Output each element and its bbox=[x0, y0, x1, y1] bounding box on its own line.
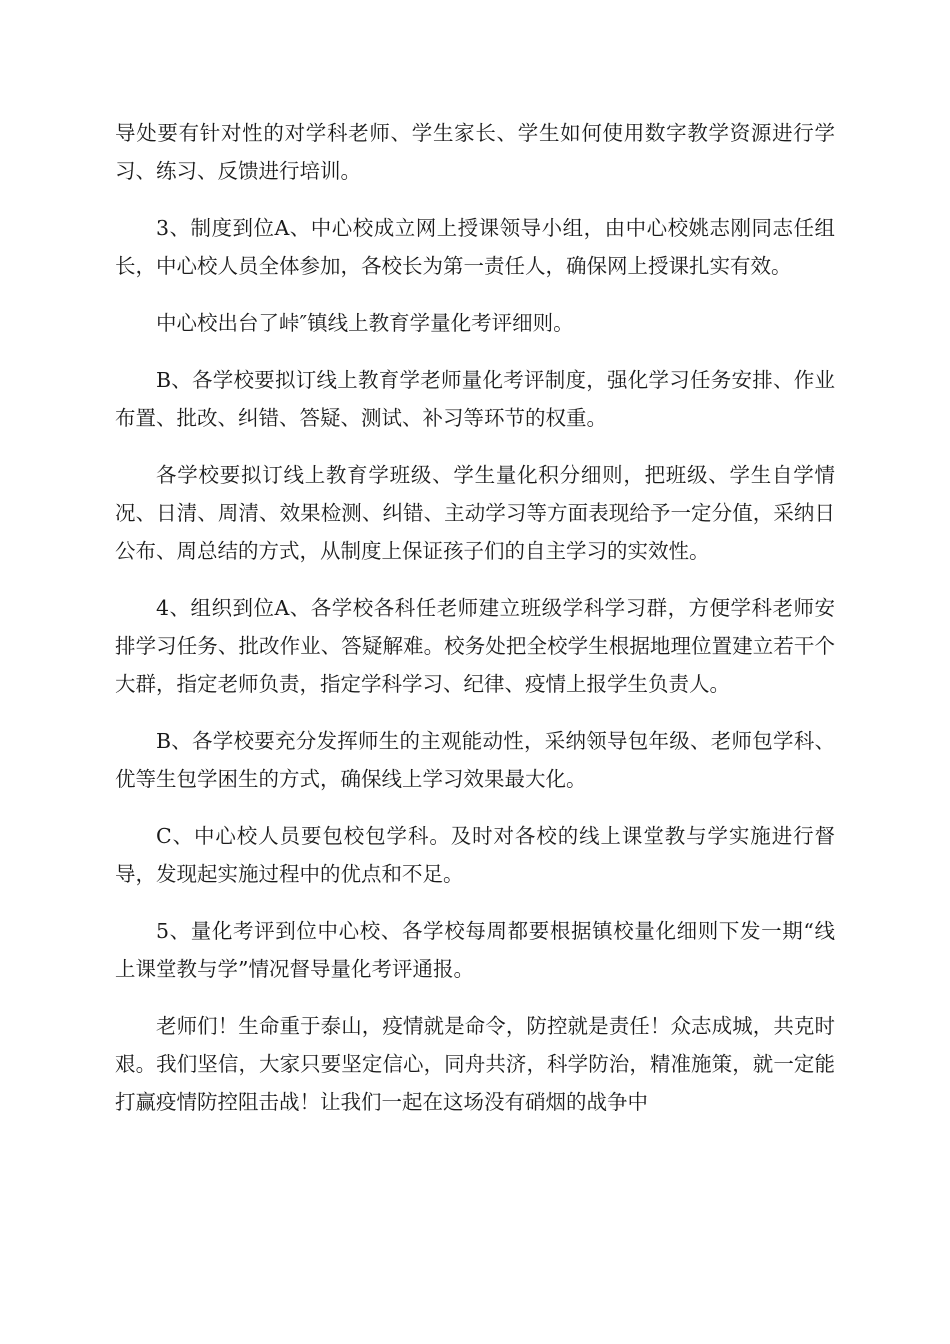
paragraph-training: 导处要有针对性的对学科老师、学生家长、学生如何使用数字教学资源进行学习、练习、反馈进行培训。 bbox=[115, 121, 835, 183]
paragraph-system-in-place: 3、制度到位A、中心校成立网上授课领导小组，由中心校姚志刚同志任组长，中心校人员全体参加，各校长为第一责任人，确保网上授课扎实有效。 bbox=[115, 216, 835, 278]
paragraph-quantified-evaluation: 5、量化考评到位中心校、各学校每周都要根据镇校量化细则下发一期“线上课堂教与学”情况督导量化考评通报。 bbox=[115, 919, 835, 981]
document-body bbox=[115, 114, 835, 1121]
paragraph-class-points: 各学校要拟订线上教育学班级、学生量化积分细则，把班级、学生自学情况、日清、周清、效果检测、纠错、主动学习等方面表现给予一定分值，采纳日公布、周总结的方式，从制度上保证孩子们的自主学习的实效性。 bbox=[115, 463, 835, 563]
paragraph-supervision: C、中心校人员要包校包学科。及时对各校的线上课堂教与学实施进行督导，发现起实施过程中的优点和不足。 bbox=[115, 824, 835, 886]
paragraph-closing-appeal: 老师们！生命重于泰山，疫情就是命令，防控就是责任！众志成城，共克时艰。我们坚信，大家只要坚定信心，同舟共济，科学防治，精准施策，就一定能打赢疫情防控阻击战！让我们一起在这场没有硝烟的战争中 bbox=[115, 1014, 835, 1114]
paragraph-teacher-evaluation: B、各学校要拟订线上教育学老师量化考评制度，强化学习任务安排、作业布置、批改、纠错、答疑、测试、补习等环节的权重。 bbox=[115, 368, 835, 430]
paragraph-evaluation-rules: 中心校出台了峠″镇线上教育学量化考评细则。 bbox=[156, 311, 574, 335]
paragraph-initiative: B、各学校要充分发挥师生的主观能动性，采纳领导包年级、老师包学科、优等生包学困生的方式，确保线上学习效果最大化。 bbox=[115, 729, 835, 791]
paragraph-organization: 4、组织到位A、各学校各科任老师建立班级学科学习群，方便学科老师安排学习任务、批改作业、答疑解难。校务处把全校学生根据地理位置建立若干个大群，指定老师负责，指定学科学习、纪律、疫情上报学生负责人。 bbox=[115, 596, 835, 696]
